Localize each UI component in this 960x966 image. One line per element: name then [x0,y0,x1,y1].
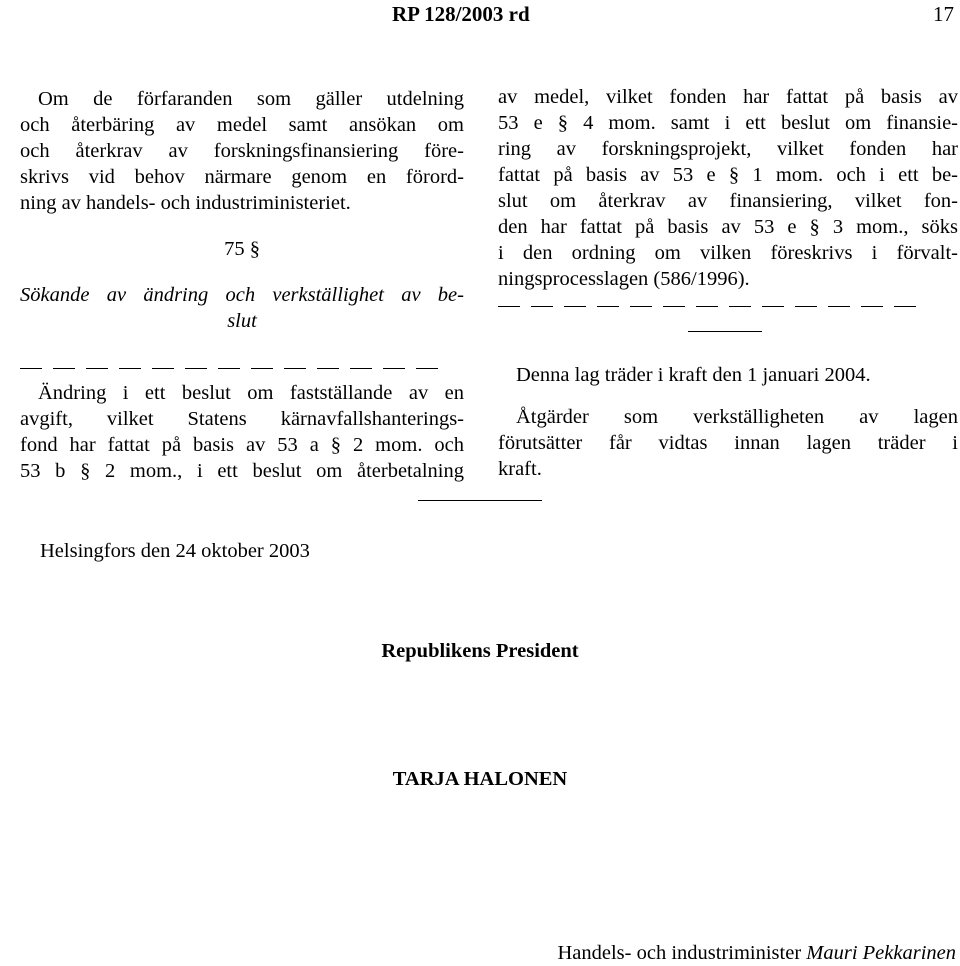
place-date: Helsingfors den 24 oktober 2003 [40,540,310,562]
text-line: Ändring i ett beslut om fastställande av en [38,382,464,404]
end-rule [418,500,542,501]
president-name: TARJA HALONEN [392,768,568,790]
text-line: och återbäring av medel samt ansökan om [20,114,464,136]
president-title: Republikens President [381,640,579,662]
text-line: förutsätter får vidtas innan lagen träder i [498,432,958,454]
text-line: ring av forskningsprojekt, vilket fonden har [498,138,958,160]
text-line: avgift, vilket Statens kärnavfallshanterings- [20,408,464,430]
separator-dashes [498,292,958,318]
minister-name: Mauri Pekkarinen [806,942,956,964]
text-line: den har fattat på basis av 53 e § 3 mom., söks [498,216,958,238]
text-line: slut om återkrav av finansiering, vilket fon- [498,190,958,212]
text-line: i den ordning om vilken föreskrivs i förvalt- [498,242,958,264]
text-line: fond har fattat på basis av 53 a § 2 mom. och [20,434,464,456]
minister-signature [557,940,956,966]
separator-dashes [20,354,464,380]
text-line: av medel, vilket fonden har fattat på basis av [498,86,958,108]
text-line: Åtgärder som verkställigheten av lagen [516,406,958,428]
text-line: kraft. [498,458,542,480]
section-heading: 75 § [224,238,260,260]
text-line: ning av handels- och industriministeriet. [20,192,351,214]
text-line: skrivs vid behov närmare genom en förord- [20,166,464,188]
left-column [20,86,464,484]
text-line: och återkrav av forskningsfinansiering före- [20,140,464,162]
minister-title: Handels- och industriminister [557,942,802,964]
page-number: 17 [933,2,954,26]
section-title: slut [227,310,257,332]
text-line: Denna lag träder i kraft den 1 januari 2004. [516,364,871,386]
text-line: fattat på basis av 53 e § 1 mom. och i ett be- [498,164,958,186]
document-reference: RP 128/2003 rd [392,2,530,26]
short-rule-row [498,318,958,344]
right-column [498,84,958,482]
text-line: Om de förfaranden som gäller utdelning [38,88,464,110]
text-line: 53 e § 4 mom. samt i ett beslut om finansie- [498,112,958,134]
section-title: Sökande av ändring och verkställighet av be- [20,284,464,306]
text-line: 53 b § 2 mom., i ett beslut om återbetalning [20,460,464,482]
text-line: ningsprocesslagen (586/1996). [498,268,750,290]
